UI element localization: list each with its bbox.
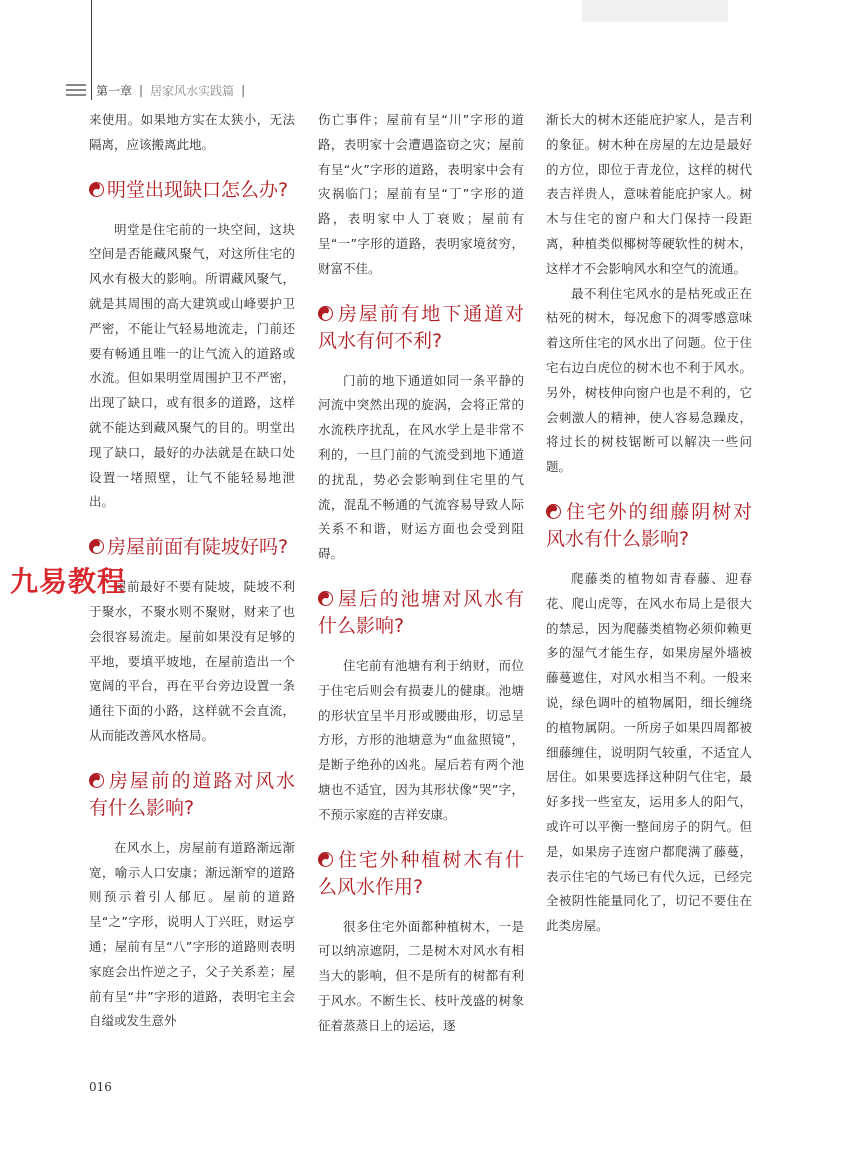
paragraph: 来使用。如果地方实在太狭小，无法隔离，应该搬离此地。 [89, 112, 295, 152]
paragraph: 在风水上，房屋前有道路渐远渐宽，喻示人口安康；渐远渐窄的道路则预示着引人郁厄。屋前的道路呈“之”字形，说明人丁兴旺，财运亨通；屋前有呈“八”字形的道路则表明家庭会出忤逆之子，父子关系差；屋前有呈“井”字形的道路，表明宅主会自缢或发生意外 [89, 839, 295, 1029]
watermark-logo: 九易教程 [10, 565, 127, 598]
section-heading-text: 房屋前面有陡坡好吗? [107, 536, 289, 559]
paragraph: 屋前最好不要有陡坡，陡坡不利于聚水，不聚水则不聚财，财来了也会很容易流走。屋前如果没有足够的平地，要填平坡地，在屋前造出一个宽阔的平台，再在平台旁边设置一条通往下面的小路，这样就不会直流，从而能改善风水格局。 [89, 579, 295, 743]
yin-yang-icon [318, 306, 333, 321]
yin-yang-icon [546, 504, 561, 519]
yin-yang-icon [89, 773, 104, 788]
paragraph: 爬藤类的植物如青春藤、迎春花、爬山虎等，在风水布局上是很大的禁忌，因为爬藤类植物必须仰赖更多的湿气才能生存，如果房屋外墙被藤蔓遮住，对风水相当不利。一般来说，绿色调叶的植物属阳，细长缠绕的植物属阴。一所房子如果四周都被细藤缠住，说明阴气较重，不适宜人居住。如果要选择这种阴气住宅，最好多找一些室友，运用多人的阳气，或许可以平衡一整间房子的阴气。但是，如果房子连窗户都爬满了藤蔓，表示住宅的气场已有代久远，已经完全被阴性能量同化了，切记不要住在此类房屋。 [546, 570, 752, 934]
running-header [66, 80, 252, 100]
page-number: 016 [89, 1080, 112, 1094]
header-separator: | [241, 83, 246, 97]
header-separator: | [139, 83, 144, 97]
paragraph: 住宅前有池塘有利于纳财，而位于住宅后则会有损妻儿的健康。池塘的形状宜呈半月形或腰曲形，切忌呈方形，方形的池塘意为“血盆照镜”，是断子绝孙的凶兆。屋后若有两个池塘也不适宜，因为其形状像“哭”字，不预示家庭的吉祥安康。 [318, 657, 524, 822]
section-heading [318, 301, 524, 355]
top-gray-bar [582, 0, 728, 22]
section-heading [89, 768, 295, 822]
text-column-2 [318, 108, 524, 1039]
chapter-name: 居家风水实践篇 [150, 83, 235, 98]
yin-yang-icon [318, 852, 333, 867]
section-heading [318, 586, 524, 640]
section-heading [89, 534, 295, 561]
section-heading-text: 房屋前有地下通道对风水有何不利? [318, 302, 524, 352]
section-heading-text: 屋后的池塘对风水有什么影响? [318, 587, 524, 637]
paragraph: 最不利住宅风水的是枯死或正在枯死的树木，每况愈下的凋零感意味着这所住宅的风水出了问题。位于住宅右边白虎位的树木也不利于风水。另外，树枝伸向窗户也是不利的，它会刺激人的精神，使人容易急躁皮，将过长的树枝锯断可以解决一些问题。 [546, 285, 752, 475]
paragraph: 伤亡事件；屋前有呈“川”字形的道路，表明家十会遭遇盗窃之灾；屋前有呈“火”字形的道路，表明家中会有灾祸临门；屋前有呈“丁”字形的道路，表明家中人丁衰败；屋前有呈“一”字形的道路，表明家境贫穷，财富不佳。 [318, 112, 524, 276]
section-heading [318, 847, 524, 901]
section-heading-text: 住宅外种植树木有什么风水作用? [318, 848, 524, 898]
section-heading-text: 住宅外的细藤阴树对风水有什么影响? [546, 500, 752, 550]
paragraph: 明堂是住宅前的一块空间，这块空间是否能藏风聚气，对这所住宅的风水有极大的影响。所谓藏风聚气，就是其周围的高大建筑或山峰要护卫严密，不能让气轻易地流走，门前还要有畅通且唯一的让气流入的道路或水流。但如果明堂周围护卫不严密，出现了缺口，或有很多的道路，这样就不能达到藏风聚气的目的。明堂出现了缺口，最好的办法就是在缺口处设置一堵照壁，让气不能轻易地泄出。 [89, 221, 295, 510]
paragraph: 渐长大的树木还能庇护家人，是吉利的象征。树木种在房屋的左边是最好的方位，即位于青龙位，这样的树代表吉祥贵人，意味着能庇护家人。树木与住宅的窗户和大门保持一段距离，种植类似椰树等硬软性的树木，这样才不会影响风水和空气的流通。 [546, 112, 752, 276]
chapter-number: 第一章 [96, 83, 133, 98]
yin-yang-icon [89, 182, 104, 197]
paragraph: 很多住宅外面都种植树木，一是可以纳凉遮阴，二是树木对风水有相当大的影响，但不是所有的树都有利于风水。不断生长、枝叶茂盛的树象征着蒸蒸日上的运运，逐 [318, 918, 524, 1033]
section-heading [546, 499, 752, 553]
section-heading-text: 明堂出现缺口怎么办? [107, 178, 289, 201]
menu-lines-icon [66, 84, 86, 96]
yin-yang-icon [89, 539, 104, 554]
section-heading-text: 房屋前的道路对风水有什么影响? [89, 769, 295, 819]
yin-yang-icon [318, 591, 333, 606]
paragraph: 门前的地下通道如同一条平静的河流中突然出现的旋涡，会将正常的水流秩序扰乱，在风水学上是非常不利的，一旦门前的气流受到地下通道的扰乱，势必会影响到住宅里的气流，混乱不畅通的气流容易导致人际关系不和谐，财运方面也会受到阻碍。 [318, 372, 524, 562]
text-column-3 [546, 108, 752, 939]
section-heading [89, 177, 295, 204]
